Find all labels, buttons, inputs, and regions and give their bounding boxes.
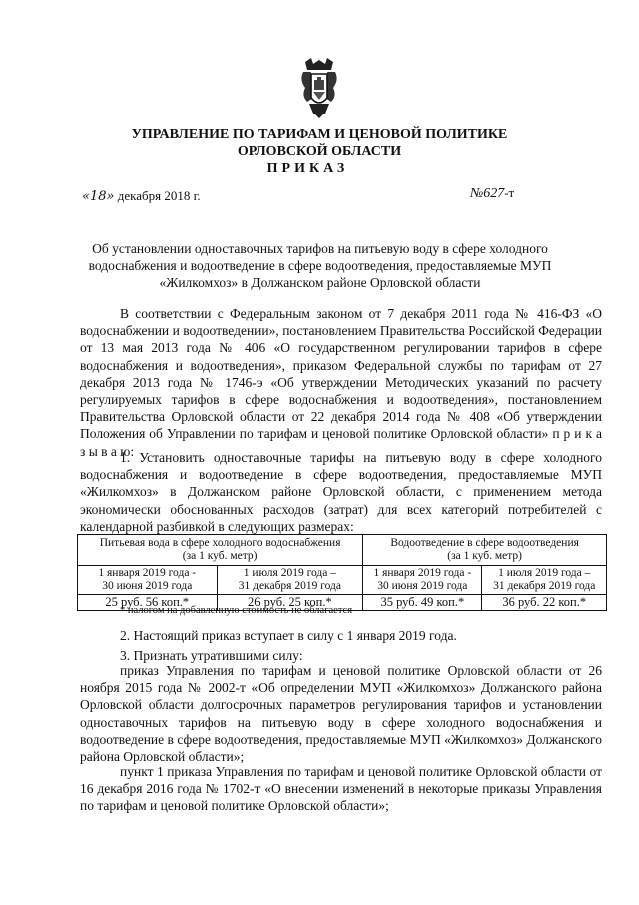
tariff-value-cell: 36 руб. 22 коп.* <box>482 595 607 611</box>
region-name: ОРЛОВСКОЙ ОБЛАСТИ <box>237 144 402 159</box>
tariff-value-cell: 25 руб. 56 коп.* <box>78 595 218 611</box>
water-header-cell <box>78 535 363 566</box>
preamble-paragraph: В соответствии с Федеральным законом от 7 декабря 2011 года № 416-ФЗ «О водоснабжении и водоотведении», постановлением Правительства Российской Федерации от 13 мая 2013 года № 406 «О государственном регулировании тарифов в сфере водоснабжения и водоотведения», приказом Федеральной службы по тарифам от 27 декабря 2013 года № 1746-э «Об утверждении Методических указаний по расчету регулируемых тарифов в сфере водоснабжения и водоотведения», постановлением Правительства Орловской области от 22 декабря 2014 года № 408 «Об утверждении Положения об Управлении по тарифам и ценовой политике Орловской области» п р и к а з ы в а ю: <box>80 306 602 459</box>
clause-2-paragraph: 2. Настоящий приказ вступает в силу с 1 января 2019 года. <box>120 628 457 643</box>
table-header-row <box>78 535 607 566</box>
order-number-suffix: -т <box>504 185 515 200</box>
order-number <box>470 185 514 202</box>
tariff-value-cell: 35 руб. 49 коп.* <box>363 595 482 611</box>
clause-1-paragraph: 1. Установить одноставочные тарифы на питьевую воду в сфере холодного водоснабжения и водоотведение в сфере водоотведения, предоставляемые МУП «Жилкомхоз» в Должанском районе Орловской области, с применением метода экономически обоснованных расходов (затрат) для всех категорий потребителей с календарной разбивкой в следующих размерах: <box>80 450 602 534</box>
sewage-header-cell <box>363 535 607 566</box>
sewage-header-line1: Водоотведение в сфере водоотведения <box>390 537 579 549</box>
period-cell <box>78 566 218 595</box>
vat-footnote: * налогом на добавленную стоимость не облагается <box>120 605 353 616</box>
document-type: ПРИКАЗ <box>266 161 349 176</box>
period-cell <box>217 566 363 595</box>
sewage-header-line2: (за 1 куб. метр) <box>447 550 522 562</box>
tariff-table <box>77 534 607 611</box>
period-start: 1 июля 2019 года – <box>243 567 337 579</box>
coat-of-arms-icon <box>299 58 339 118</box>
period-start: 1 января 2019 года - <box>373 567 472 579</box>
period-end: 30 июня 2019 года <box>102 580 193 592</box>
order-title: Об установлении одноставочных тарифов на питьевую воду в сфере холодного водоснабжения и водоотведение в сфере водоотведения, предоставляемые МУП «Жилкомхоз» в Должанском районе Орловской области <box>88 241 552 290</box>
order-date-day: «18» <box>82 189 115 204</box>
order-number-value: №627 <box>470 186 505 201</box>
repealed-clause-paragraph: пункт 1 приказа Управления по тарифам и ценовой политике Орловской области от 16 декабря 2016 года № 1702-т «О внесении изменений в некоторые приказы Управления по тарифам и ценовой политике Орловской области»; <box>80 764 602 814</box>
period-cell <box>363 566 482 595</box>
period-end: 31 декабря 2019 года <box>493 580 596 592</box>
authority-name: УПРАВЛЕНИЕ ПО ТАРИФАМ И ЦЕНОВОЙ ПОЛИТИКЕ <box>131 127 508 142</box>
order-date <box>82 188 201 204</box>
table-period-row <box>78 566 607 595</box>
order-date-rest: декабря 2018 г. <box>117 188 201 203</box>
period-start: 1 июля 2019 года – <box>498 567 591 579</box>
tariff-value-cell: 26 руб. 25 коп.* <box>217 595 363 611</box>
repealed-order-paragraph: приказ Управления по тарифам и ценовой политике Орловской области от 26 ноября 2015 года № 2002-т «Об определении МУП «Жилкомхоз» Должанского района Орловской области долгосрочных параметров регулирования тарифов и установлении одноставочных тарифов на питьевую воду в сфере холодного водоснабжения и водоотведение в сфере водоотведения, предоставляемые МУП «Жилкомхоз» Должанского района Орловской области»; <box>80 663 602 765</box>
period-end: 31 декабря 2019 года <box>238 580 342 592</box>
water-header-line2: (за 1 куб. метр) <box>182 550 258 562</box>
period-start: 1 января 2019 года - <box>98 567 197 579</box>
period-cell <box>482 566 607 595</box>
water-header-line1: Питьевая вода в сфере холодного водоснабжения <box>99 537 341 549</box>
period-end: 30 июня 2019 года <box>377 580 468 592</box>
clause-3-paragraph: 3. Признать утратившими силу: <box>120 648 303 663</box>
